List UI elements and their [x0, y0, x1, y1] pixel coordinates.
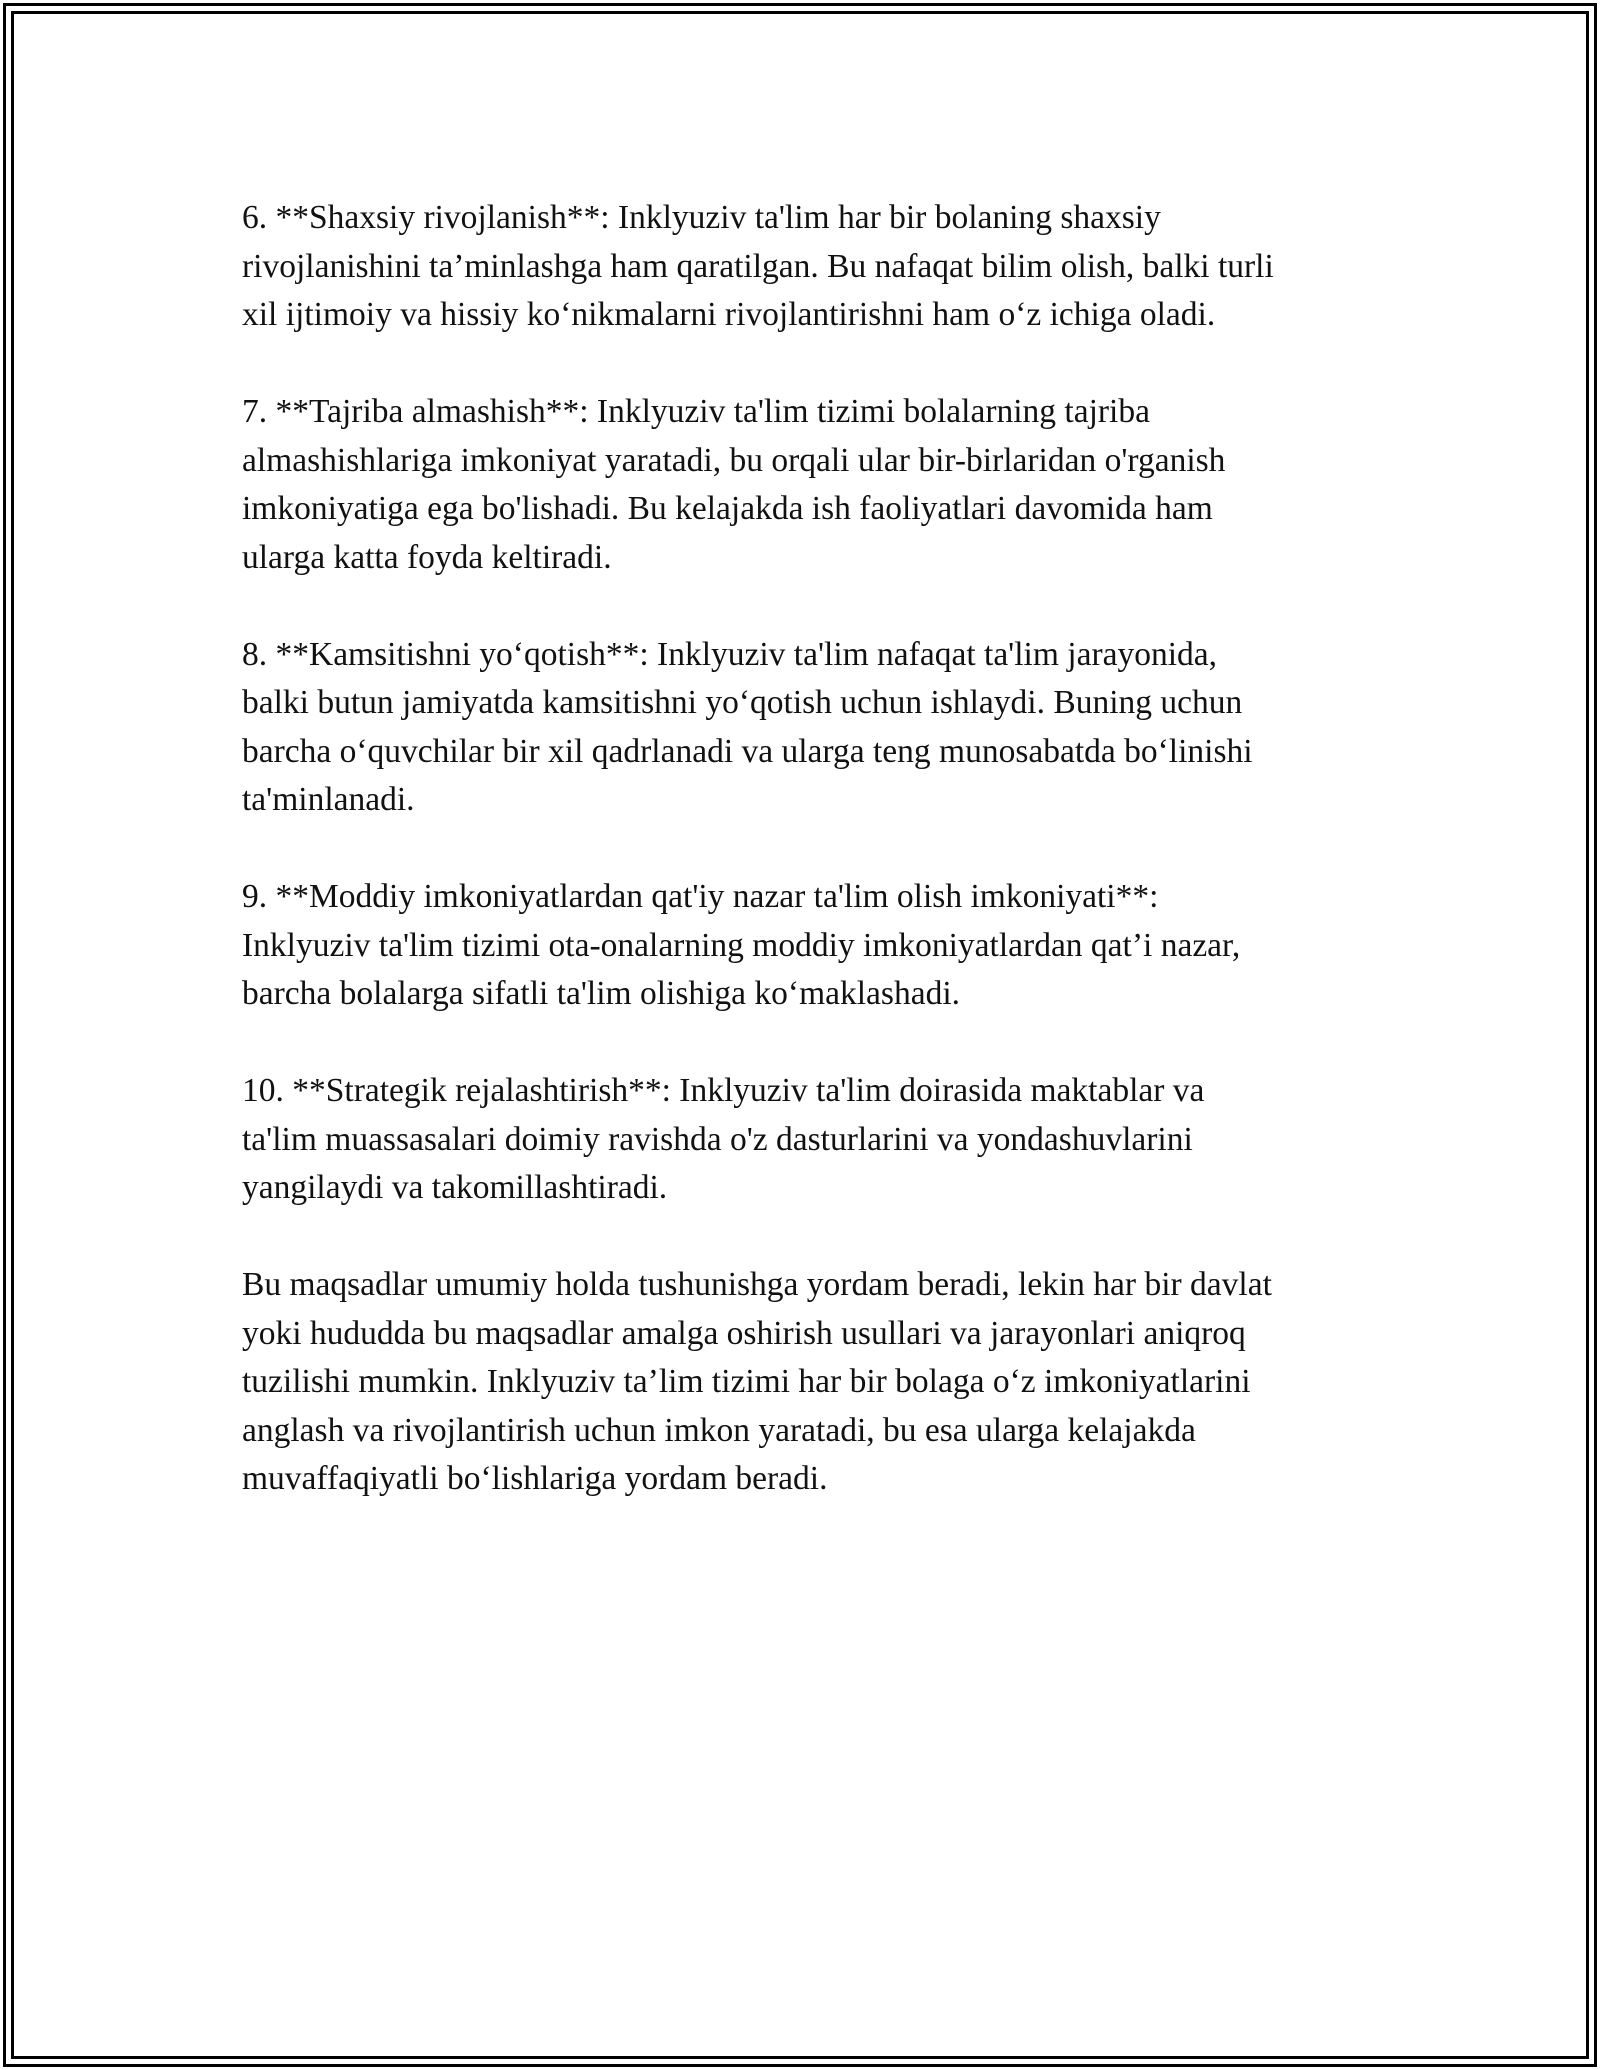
paragraph-line: Inklyuziv ta'lim tizimi ota-onalarning moddiy imkoniyatlardan qat’i nazar,	[242, 926, 1241, 964]
paragraph-line: Bu maqsadlar umumiy holda tushunishga yordam beradi, lekin har bir davlat	[242, 1266, 1272, 1303]
paragraph-9-moddiy-imkoniyatlar	[242, 873, 1392, 1019]
paragraph-line: muvaffaqiyatli bo‘lishlariga yordam beradi.	[242, 1460, 828, 1497]
paragraph-line: ularga katta foyda keltiradi.	[242, 538, 612, 576]
paragraph-line: imkoniyatiga ega bo'lishadi. Bu kelajakda ish faoliyatlari davomida ham	[242, 490, 1213, 527]
paragraph-line: yoki hududda bu maqsadlar amalga oshirish usullari va jarayonlari aniqroq	[242, 1314, 1246, 1352]
paragraph-line: yangilaydi va takomillashtiradi.	[242, 1169, 668, 1206]
paragraph-line: xil ijtimoiy va hissiy ko‘nikmalarni rivojlantirishni ham o‘z ichiga oladi.	[242, 296, 1216, 333]
paragraph-7-tajriba-almashish	[242, 388, 1392, 582]
paragraph-8-kamsitishni-yoqotish	[242, 631, 1392, 825]
paragraph-conclusion	[242, 1261, 1392, 1504]
paragraph-line: 10. **Strategik rejalashtirish**: Inklyuziv ta'lim doirasida maktablar va	[242, 1072, 1205, 1109]
paragraph-line: ta'minlanadi.	[242, 781, 415, 818]
paragraph-line: rivojlanishini ta’minlashga ham qaratilgan. Bu nafaqat bilim olish, balki turli	[242, 247, 1274, 285]
paragraph-line: 6. **Shaxsiy rivojlanish**: Inklyuziv ta'lim har bir bolaning shaxsiy	[242, 199, 1161, 236]
paragraph-line: 7. **Tajriba almashish**: Inklyuziv ta'lim tizimi bolalarning tajriba	[242, 393, 1150, 430]
paragraph-line: ta'lim muassasalari doimiy ravishda o'z dasturlarini va yondashuvlarini	[242, 1120, 1193, 1158]
paragraph-line: 9. **Moddiy imkoniyatlardan qat'iy nazar ta'lim olish imkoniyati**:	[242, 878, 1159, 915]
paragraph-line: balki butun jamiyatda kamsitishni yo‘qotish uchun ishlaydi. Buning uchun	[242, 684, 1243, 721]
paragraph-line: barcha o‘quvchilar bir xil qadrlanadi va ularga teng munosabatda bo‘linishi	[242, 732, 1253, 770]
paragraph-line: almashishlariga imkoniyat yaratadi, bu orqali ular bir-birlaridan o'rganish	[242, 441, 1226, 479]
paragraph-line: tuzilishi mumkin. Inklyuziv ta’lim tizimi har bir bolaga o‘z imkoniyatlarini	[242, 1363, 1251, 1400]
paragraph-line: barcha bolalarga sifatli ta'lim olishiga ko‘maklashadi.	[242, 975, 961, 1012]
page-frame	[3, 3, 1597, 2067]
document-body	[242, 194, 1392, 1552]
paragraph-line: 8. **Kamsitishni yo‘qotish**: Inklyuziv ta'lim nafaqat ta'lim jarayonida,	[242, 635, 1218, 673]
paragraph-line: anglash va rivojlantirish uchun imkon yaratadi, bu esa ularga kelajakda	[242, 1411, 1196, 1449]
paragraph-6-shaxsiy-rivojlanish	[242, 194, 1392, 340]
paragraph-10-strategik-rejalashtirish	[242, 1067, 1392, 1213]
